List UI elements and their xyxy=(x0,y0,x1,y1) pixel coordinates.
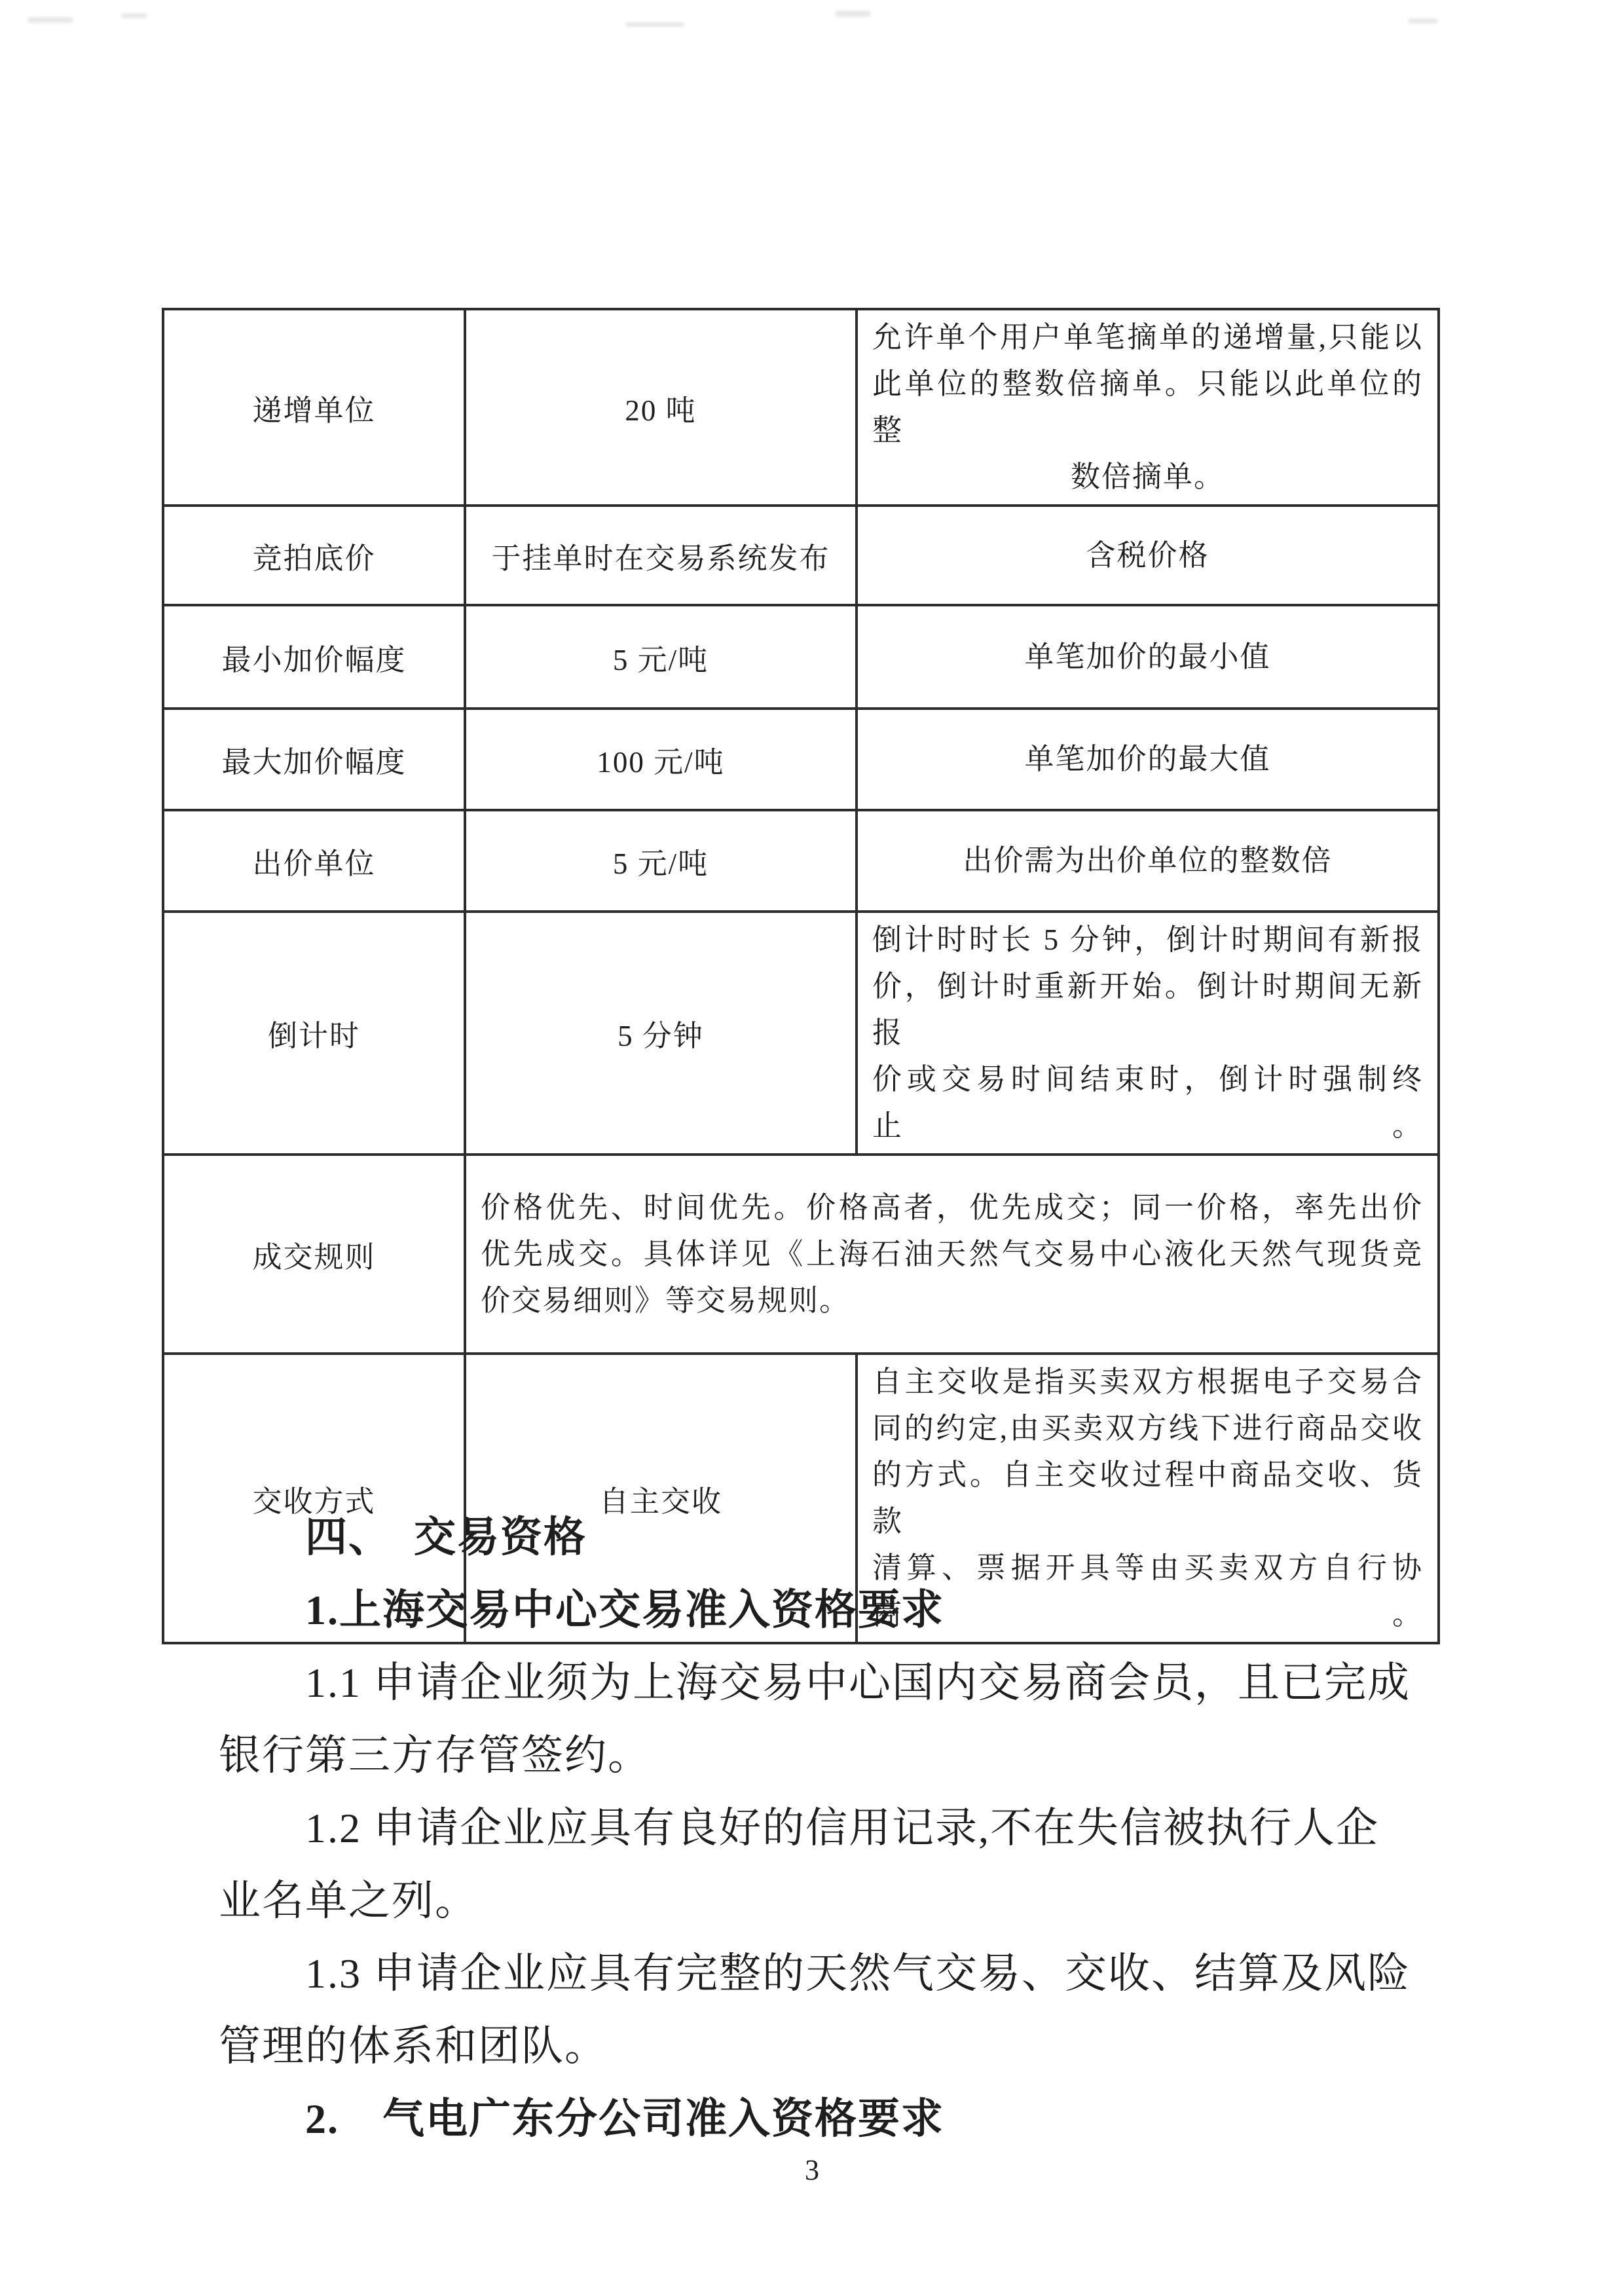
table-row xyxy=(163,605,1439,709)
paragraph-1-3-line: 1.3 申请企业应具有完整的天然气交易、交收、结算及风险 xyxy=(305,1950,1411,1997)
cell-line: 自主交收是指买卖双方根据电子交易合 xyxy=(872,1365,1423,1398)
cell-bid-unit-label: 出价单位 xyxy=(163,810,465,912)
trading-spec-table xyxy=(162,308,1440,1644)
table-row xyxy=(163,709,1439,810)
table-row xyxy=(163,1155,1439,1354)
scan-artifact xyxy=(835,10,871,17)
cell-min-bid-increment-label: 最小加价幅度 xyxy=(163,605,465,709)
cell-line: 价或交易时间结束时，倒计时强制终止。 xyxy=(872,1063,1423,1142)
subsection-2-heading: 2. 气电广东分公司准入资格要求 xyxy=(305,2096,944,2142)
cell-line: 价格优先、时间优先。价格高者，优先成交；同一价格，率先出价 xyxy=(481,1191,1423,1224)
cell-max-bid-increment-desc xyxy=(857,709,1439,810)
subsection-1-heading: 1.上海交易中心交易准入资格要求 xyxy=(305,1587,944,1633)
cell-delivery-method-label: 交收方式 xyxy=(163,1354,465,1643)
cell-line: 同的约定,由买卖双方线下进行商品交收 xyxy=(872,1412,1423,1445)
cell-countdown-label: 倒计时 xyxy=(163,912,465,1155)
scan-artifact xyxy=(121,13,147,18)
cell-auction-floor-price-label: 竞拍底价 xyxy=(163,506,465,605)
cell-line: 清算、票据开具等由买卖双方自行协商。 xyxy=(872,1551,1423,1631)
paragraph-1-1-line: 银行第三方存管签约。 xyxy=(219,1732,651,1779)
cell-bid-unit-value: 5 元/吨 xyxy=(465,810,857,912)
cell-line: 此单位的整数倍摘单。只能以此单位的整 xyxy=(872,367,1423,447)
cell-increment-unit-label: 递增单位 xyxy=(163,309,465,506)
scan-artifact xyxy=(28,17,73,23)
cell-max-bid-increment-value: 100 元/吨 xyxy=(465,709,857,810)
section-heading: 四、 交易资格 xyxy=(305,1514,587,1561)
cell-increment-unit-value: 20 吨 xyxy=(465,309,857,506)
cell-countdown-desc xyxy=(857,912,1439,1155)
scan-artifact xyxy=(1408,18,1438,24)
page-number: 3 xyxy=(805,2154,819,2186)
table-row xyxy=(163,506,1439,605)
cell-line: 优先成交。具体详见《上海石油天然气交易中心液化天然气现货竞 xyxy=(481,1237,1423,1270)
scan-artifact xyxy=(625,22,684,27)
cell-line: 倒计时时长 5 分钟，倒计时期间有新报 xyxy=(872,923,1423,956)
paragraph-1-2-line: 业名单之列。 xyxy=(219,1878,478,1924)
cell-min-bid-increment-desc xyxy=(857,605,1439,709)
paragraph-1-3-line: 管理的体系和团队。 xyxy=(219,2023,608,2069)
cell-line: 价，倒计时重新开始。倒计时期间无新报 xyxy=(872,970,1423,1049)
cell-line: 出价需为出价单位的整数倍 xyxy=(963,844,1333,877)
table-row xyxy=(163,810,1439,912)
cell-line: 含税价格 xyxy=(1086,538,1209,572)
cell-increment-unit-desc xyxy=(857,309,1439,506)
cell-delivery-method-value: 自主交收 xyxy=(465,1354,857,1643)
body-text xyxy=(219,1501,1502,2155)
cell-line: 允许单个用户单笔摘单的递增量,只能以 xyxy=(872,321,1423,354)
cell-bid-unit-desc xyxy=(857,810,1439,912)
table-row xyxy=(163,309,1439,506)
cell-max-bid-increment-label: 最大加价幅度 xyxy=(163,709,465,810)
paragraph-1-2-line: 1.2 申请企业应具有良好的信用记录,不在失信被执行人企 xyxy=(305,1805,1379,1851)
cell-line: 单笔加价的最小值 xyxy=(1024,640,1271,673)
cell-line: 单笔加价的最大值 xyxy=(1024,743,1271,775)
cell-auction-floor-price-value: 于挂单时在交易系统发布 xyxy=(465,506,857,605)
paragraph-1-1-line: 1.1 申请企业须为上海交易中心国内交易商会员，且已完成 xyxy=(305,1659,1411,1706)
cell-auction-floor-price-desc xyxy=(857,506,1439,605)
cell-matching-rule-desc xyxy=(465,1155,1439,1354)
cell-matching-rule-label: 成交规则 xyxy=(163,1155,465,1354)
cell-line: 的方式。自主交收过程中商品交收、货款 xyxy=(872,1458,1423,1538)
cell-line: 价交易细则》等交易规则。 xyxy=(481,1284,851,1317)
cell-min-bid-increment-value: 5 元/吨 xyxy=(465,605,857,709)
cell-countdown-value: 5 分钟 xyxy=(465,912,857,1155)
cell-line: 数倍摘单。 xyxy=(1070,460,1225,493)
table-row xyxy=(163,912,1439,1155)
